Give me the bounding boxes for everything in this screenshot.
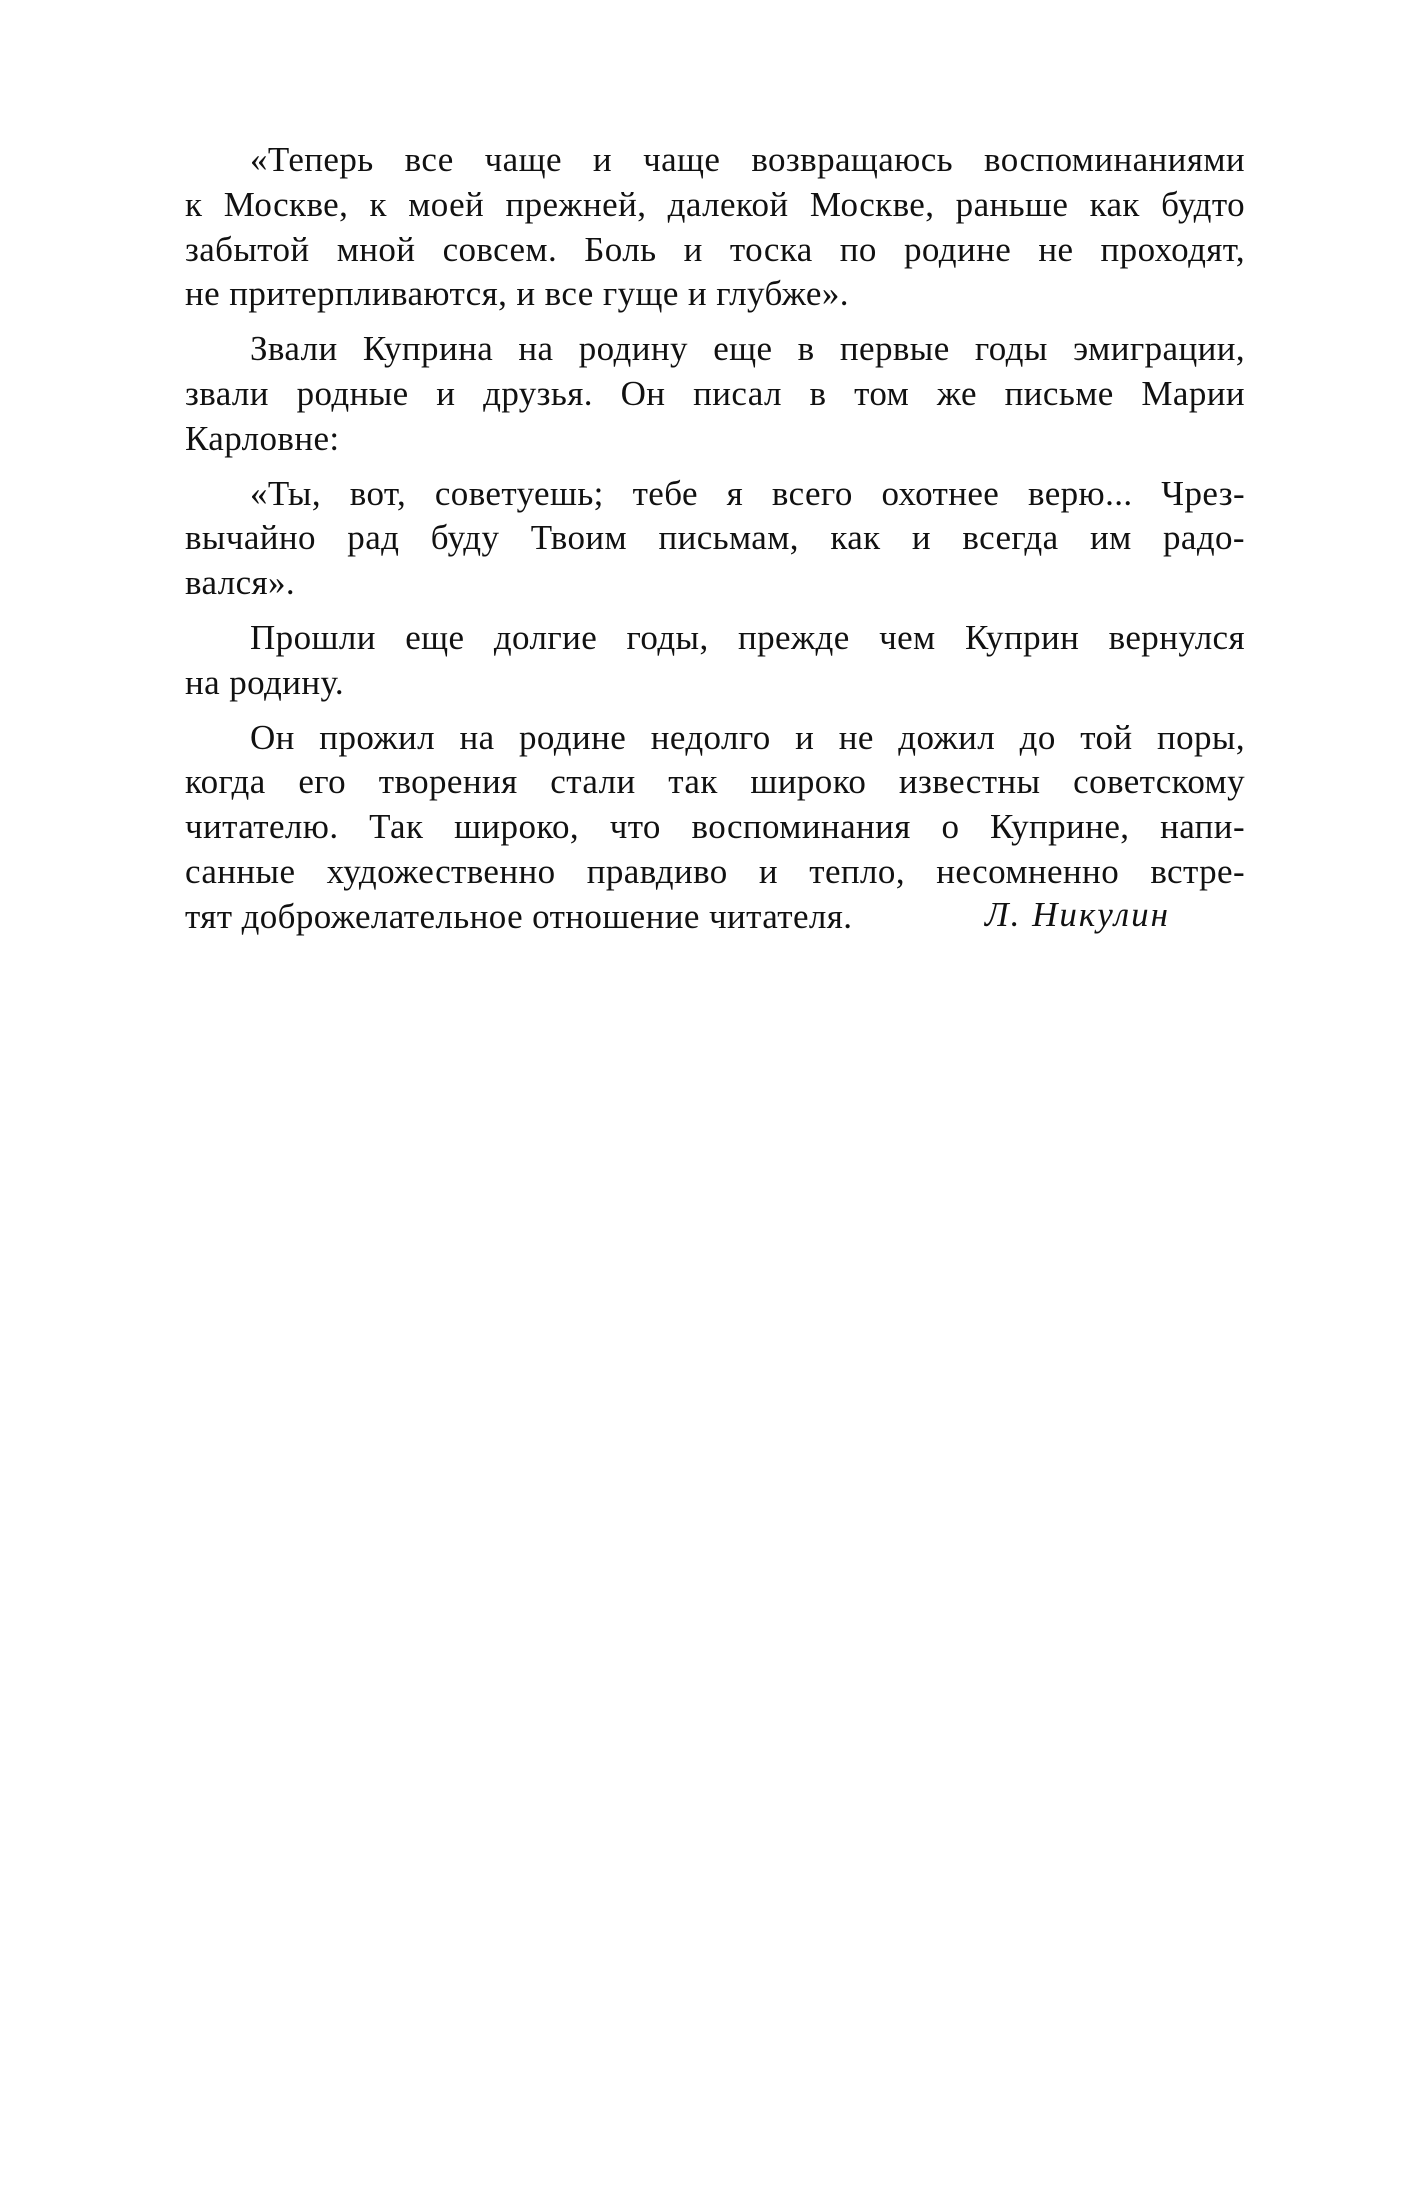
text-line: Карловне: (185, 418, 340, 458)
text-line: «Ты, вот, советуешь; тебе я всего охотнее верю... Чрез- (250, 473, 1245, 513)
author-signature: Л. Никулин (984, 895, 1170, 934)
text-line: «Теперь все чаще и чаще возвращаюсь воспоминаниями (250, 140, 1245, 179)
text-line: к Москве, к моей прежней, далекой Москве, раньше как будто (185, 184, 1245, 224)
text-line: когда его творения стали так широко известны советскому (185, 762, 1245, 802)
text-line: читателю. Так широко, что воспоминания о Куприне, напи- (185, 807, 1245, 847)
text-line: на родину. (185, 662, 345, 702)
paragraph-quote-2 (185, 472, 1245, 606)
text-line: забытой мной совсем. Боль и тоска по родине не проходят, (185, 229, 1245, 269)
text-line: не притерпливаются, и все гуще и глубже». (185, 274, 849, 314)
body-text (185, 138, 1245, 950)
paragraph-quote-1 (185, 138, 1245, 317)
text-line: санные художественно правдиво и тепло, несомненно встре- (185, 851, 1245, 891)
text-line: вался». (185, 563, 296, 603)
text-line: Он прожил на родине недолго и не дожил до той поры, (250, 717, 1245, 757)
text-line: вычайно рад буду Твоим письмам, как и всегда им радо- (185, 518, 1245, 558)
text-line: тят доброжелательное отношение читателя. (185, 896, 853, 936)
text-line: Прошли еще долгие годы, прежде чем Куприн вернулся (250, 617, 1245, 657)
text-line: звали родные и друзья. Он писал в том же письме Марии (185, 373, 1245, 413)
paragraph-4 (185, 616, 1245, 706)
text-line: Звали Куприна на родину еще в первые годы эмиграции, (250, 329, 1245, 369)
paragraph-2 (185, 327, 1245, 461)
